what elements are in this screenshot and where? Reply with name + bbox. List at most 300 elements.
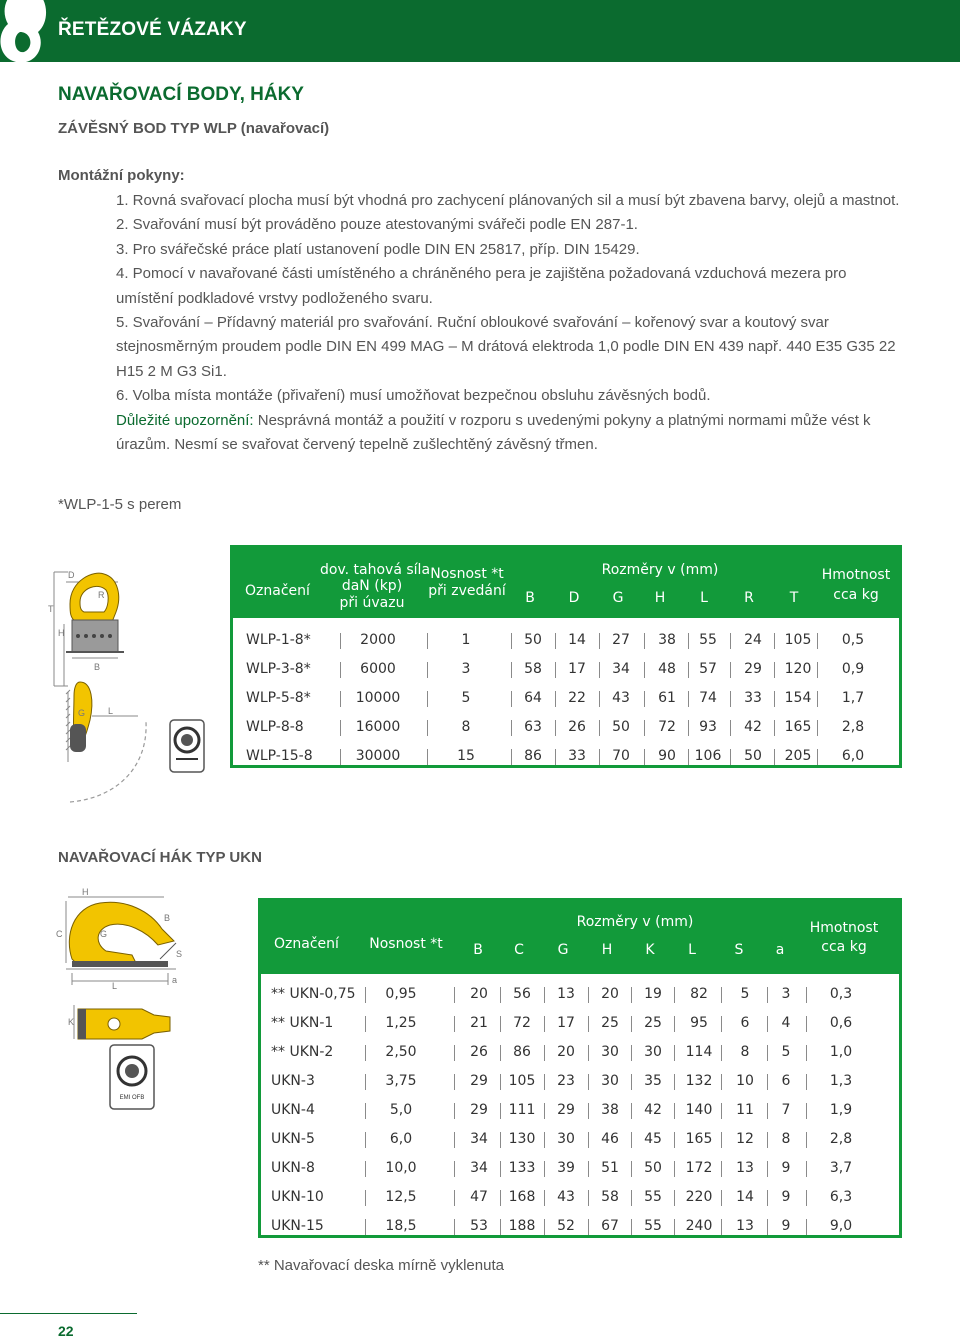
table-separator: [427, 633, 428, 649]
table-separator: [767, 1016, 768, 1032]
col-header-oznaceni: Označení: [245, 583, 310, 599]
dim-label-t: T: [48, 604, 54, 614]
table-separator: [631, 1074, 632, 1090]
table-cell: 1,7: [841, 690, 865, 706]
col-header-dim: T: [789, 590, 799, 606]
table-cell: 1,9: [829, 1102, 853, 1118]
table-cell: 9: [781, 1218, 791, 1234]
table-separator: [454, 1045, 455, 1061]
table-cell: 34: [470, 1160, 488, 1176]
table-cell-name: UKN-10: [271, 1189, 324, 1205]
table-row: [261, 1125, 899, 1154]
table-separator: [631, 1045, 632, 1061]
table-separator: [774, 691, 775, 707]
table-separator: [767, 1074, 768, 1090]
table-cell: 14: [736, 1189, 754, 1205]
table-cell: 13: [736, 1160, 754, 1176]
table-separator: [644, 633, 645, 649]
table-cell: 63: [524, 719, 542, 735]
table-cell: 50: [744, 748, 762, 764]
section-subtitle: ZÁVĚSNÝ BOD TYP WLP (navařovací): [58, 120, 330, 137]
dim-label-a: a: [172, 975, 178, 985]
table-cell: 50: [524, 632, 542, 648]
table-separator: [721, 1016, 722, 1032]
table-separator: [774, 749, 775, 765]
table-row: [261, 1067, 899, 1096]
table-separator: [631, 1219, 632, 1235]
table-separator: [721, 1074, 722, 1090]
table-cell: 2,8: [829, 1131, 853, 1147]
table-cell: 64: [524, 690, 542, 706]
table-separator: [806, 1103, 807, 1119]
table-separator: [511, 749, 512, 765]
table-separator: [544, 1219, 545, 1235]
col-header-sila-note: při úvazu: [339, 595, 405, 611]
table-separator: [454, 1161, 455, 1177]
important-text: Nesprávná montáž a použití v rozporu s uvedenými pokyny a platnými normami může vést k úrazům. Nesmí se svařovat červený tepelně zušlechtěný závěsný třmen.: [116, 411, 871, 454]
table-separator: [588, 1190, 589, 1206]
table-cell: 67: [601, 1218, 619, 1234]
col-header-dim: C: [514, 942, 524, 958]
table-separator: [427, 662, 428, 678]
table-separator: [730, 720, 731, 736]
table-cell-name: UKN-15: [271, 1218, 324, 1234]
table-cell: 2,8: [841, 719, 865, 735]
table-separator: [427, 691, 428, 707]
table-separator: [806, 1190, 807, 1206]
table-cell: 20: [557, 1044, 575, 1060]
table-cell: 70: [612, 748, 630, 764]
table-cell: 132: [685, 1073, 713, 1089]
table-separator: [767, 1219, 768, 1235]
table-separator: [340, 720, 341, 736]
table-separator: [365, 1074, 366, 1090]
table-cell: 33: [744, 690, 762, 706]
table-separator: [721, 1219, 722, 1235]
table-cell: 39: [557, 1160, 575, 1176]
table-cell: 53: [470, 1218, 488, 1234]
table-cell-name: UKN-4: [271, 1102, 315, 1118]
table-cell: 18,5: [385, 1218, 417, 1234]
table-cell: 38: [658, 632, 676, 648]
col-header-dim: H: [654, 590, 666, 606]
table-separator: [599, 662, 600, 678]
wlp-table-header: [230, 545, 902, 618]
brand-logo-icon: [0, 0, 54, 68]
table-cell: 0,5: [841, 632, 865, 648]
table-cell: 45: [644, 1131, 662, 1147]
table-separator: [454, 1219, 455, 1235]
table-cell: 24: [744, 632, 762, 648]
ukn-illustration: [52, 885, 232, 1115]
table-cell-name: ** UKN-0,75: [271, 986, 356, 1002]
table-row: [261, 1038, 899, 1067]
table-cell: 9: [781, 1160, 791, 1176]
table-separator: [688, 720, 689, 736]
table-row: [233, 684, 899, 713]
table-cell: 23: [557, 1073, 575, 1089]
table-separator: [588, 1103, 589, 1119]
table-cell: 9,0: [829, 1218, 853, 1234]
table-cell-name: WLP-1-8*: [246, 632, 311, 648]
table-cell: 3,75: [385, 1073, 417, 1089]
table-separator: [500, 1016, 501, 1032]
table-separator: [644, 720, 645, 736]
table-row: [233, 742, 899, 771]
table-cell: 5: [461, 690, 471, 706]
table-cell: 168: [508, 1189, 536, 1205]
table-separator: [721, 1161, 722, 1177]
table-separator: [500, 1074, 501, 1090]
table-cell: 47: [470, 1189, 488, 1205]
wlp-note: *WLP-1-5 s perem: [58, 496, 182, 513]
table-cell: 2000: [360, 632, 396, 648]
table-separator: [631, 1190, 632, 1206]
table-cell: 0,9: [841, 661, 865, 677]
table-cell: 55: [699, 632, 717, 648]
table-cell: 95: [690, 1015, 708, 1031]
table-separator: [674, 1190, 675, 1206]
table-separator: [767, 1161, 768, 1177]
col-header-dim: D: [568, 590, 580, 606]
table-cell: 61: [658, 690, 676, 706]
table-separator: [674, 1219, 675, 1235]
section-title: NAVAŘOVACÍ BODY, HÁKY: [58, 84, 304, 105]
instruction-item: 4. Pomocí v navařované části umístěného a chráněného pera je zajištěna požadovaná vzduchová mezera pro umístění podkladové vrstvy podloženého svaru.: [116, 265, 847, 307]
important-label: Důležité upozornění:: [116, 411, 254, 429]
ukn-footnote: ** Navařovací deska mírně vyklenuta: [258, 1257, 504, 1274]
table-cell: 58: [601, 1189, 619, 1205]
table-separator: [721, 1190, 722, 1206]
table-cell: 57: [699, 661, 717, 677]
table-separator: [817, 691, 818, 707]
table-cell: 6: [740, 1015, 750, 1031]
table-cell: 3: [781, 986, 791, 1002]
table-separator: [454, 1190, 455, 1206]
dim-label-l: L: [108, 706, 114, 716]
table-separator: [806, 1132, 807, 1148]
table-cell-name: WLP-15-8: [246, 748, 313, 764]
table-cell: 34: [470, 1131, 488, 1147]
table-separator: [774, 633, 775, 649]
table-separator: [767, 1190, 768, 1206]
table-separator: [588, 987, 589, 1003]
table-cell: 72: [658, 719, 676, 735]
dim-label-g: G: [100, 929, 108, 939]
table-separator: [817, 749, 818, 765]
table-separator: [674, 1045, 675, 1061]
table-cell: 5: [740, 986, 750, 1002]
instruction-item: 5. Svařování – Přídavný materiál pro svařování. Ruční obloukové svařování – kořenový svar a koutový svar stejnosměrným proudem podle DIN EN 499 MAG – M drátová elektroda 1,0 podle DIN EN 439 např. 440 E35 G35 22 H15 2 M G3 Si1.: [116, 314, 896, 380]
table-cell: 33: [568, 748, 586, 764]
table-separator: [767, 1132, 768, 1148]
table-separator: [544, 1132, 545, 1148]
table-row: [261, 1154, 899, 1183]
table-row: [233, 626, 899, 655]
col-header-dim: L: [700, 590, 708, 606]
table-cell: 29: [557, 1102, 575, 1118]
table-separator: [774, 720, 775, 736]
table-row: [261, 980, 899, 1009]
table-cell: 8: [740, 1044, 750, 1060]
table-cell: 130: [508, 1131, 536, 1147]
table-cell: 6,0: [841, 748, 865, 764]
col-header-rozmery: Rozměry v (mm): [601, 562, 719, 578]
table-cell: 29: [470, 1073, 488, 1089]
table-separator: [588, 1045, 589, 1061]
table-cell: 10,0: [385, 1160, 417, 1176]
table-cell: 86: [513, 1044, 531, 1060]
table-cell: 6,3: [829, 1189, 853, 1205]
table-separator: [544, 987, 545, 1003]
table-separator: [555, 691, 556, 707]
table-cell: 5: [781, 1044, 791, 1060]
table-cell: 114: [685, 1044, 713, 1060]
table-cell: 165: [685, 1131, 713, 1147]
table-row: [261, 1096, 899, 1125]
table-cell: 8: [461, 719, 471, 735]
table-separator: [631, 1161, 632, 1177]
table-cell: 43: [612, 690, 630, 706]
table-cell: 205: [784, 748, 812, 764]
section-title-ukn: NAVAŘOVACÍ HÁK TYP UKN: [58, 849, 262, 866]
table-separator: [721, 1132, 722, 1148]
footer-divider: [0, 1313, 137, 1314]
table-separator: [544, 1074, 545, 1090]
table-cell: 58: [524, 661, 542, 677]
table-separator: [631, 1016, 632, 1032]
table-separator: [500, 1132, 501, 1148]
table-cell: 1,0: [829, 1044, 853, 1060]
table-separator: [674, 1103, 675, 1119]
col-header-nosnost: Nosnost *t: [430, 566, 504, 582]
table-cell: 30: [601, 1073, 619, 1089]
table-cell-name: UKN-5: [271, 1131, 315, 1147]
header-bar: [0, 0, 960, 62]
table-cell: 10: [736, 1073, 754, 1089]
table-separator: [730, 662, 731, 678]
table-row: [233, 713, 899, 742]
table-separator: [365, 987, 366, 1003]
table-cell: 43: [557, 1189, 575, 1205]
table-cell: 240: [685, 1218, 713, 1234]
table-row: [233, 655, 899, 684]
col-header-dim: a: [775, 942, 785, 958]
table-cell: 74: [699, 690, 717, 706]
stamp-text: EMI OFB: [119, 1095, 145, 1101]
table-cell: 140: [685, 1102, 713, 1118]
table-cell: 52: [557, 1218, 575, 1234]
table-cell: 154: [784, 690, 812, 706]
table-separator: [688, 662, 689, 678]
table-cell: 30: [557, 1131, 575, 1147]
table-separator: [674, 987, 675, 1003]
table-separator: [500, 987, 501, 1003]
table-separator: [500, 1219, 501, 1235]
table-cell: 21: [470, 1015, 488, 1031]
instruction-item: 3. Pro svářečské práce platí ustanovení podle DIN EN 25817, příp. DIN 15429.: [116, 240, 640, 258]
ukn-table-header: [258, 898, 902, 974]
table-separator: [365, 1190, 366, 1206]
table-separator: [500, 1103, 501, 1119]
table-cell: 0,3: [829, 986, 853, 1002]
instruction-item: 1. Rovná svařovací plocha musí být vhodná pro zachycení plánovaných sil a musí být zbavena barvy, olejů a mastnot.: [116, 192, 900, 209]
table-cell: 12,5: [385, 1189, 417, 1205]
important-notice: [116, 409, 906, 458]
table-separator: [365, 1132, 366, 1148]
col-header-dim: L: [688, 942, 696, 958]
col-header-dim: B: [473, 942, 483, 958]
dim-label-r: R: [98, 590, 105, 600]
dim-label-d: D: [68, 570, 75, 580]
col-header-dim: H: [601, 942, 613, 958]
table-separator: [555, 633, 556, 649]
table-cell: 6: [781, 1073, 791, 1089]
table-cell: 5,0: [389, 1102, 413, 1118]
table-separator: [454, 1132, 455, 1148]
table-separator: [454, 1016, 455, 1032]
table-cell: 25: [601, 1015, 619, 1031]
table-separator: [644, 749, 645, 765]
table-separator: [767, 1045, 768, 1061]
table-separator: [774, 662, 775, 678]
col-header-rozmery: Rozměry v (mm): [576, 914, 694, 930]
table-cell: 105: [508, 1073, 536, 1089]
table-separator: [454, 1074, 455, 1090]
table-cell: 55: [644, 1189, 662, 1205]
table-cell: 12: [736, 1131, 754, 1147]
table-separator: [588, 1219, 589, 1235]
table-cell: 1,25: [385, 1015, 417, 1031]
table-separator: [721, 1103, 722, 1119]
table-separator: [806, 1161, 807, 1177]
table-cell: 0,95: [385, 986, 417, 1002]
table-cell: 26: [470, 1044, 488, 1060]
table-cell-name: ** UKN-2: [271, 1044, 334, 1060]
table-cell: 50: [644, 1160, 662, 1176]
instructions-list: [116, 189, 906, 457]
table-cell: 22: [568, 690, 586, 706]
dim-label-l: L: [112, 981, 118, 991]
dim-label-b: B: [94, 662, 101, 672]
table-cell: 82: [690, 986, 708, 1002]
table-separator: [588, 1132, 589, 1148]
table-cell-name: ** UKN-1: [271, 1015, 334, 1031]
table-separator: [674, 1132, 675, 1148]
table-separator: [599, 633, 600, 649]
table-cell: 3: [461, 661, 471, 677]
table-cell: 120: [784, 661, 812, 677]
table-cell: 42: [744, 719, 762, 735]
table-separator: [500, 1161, 501, 1177]
table-separator: [721, 1045, 722, 1061]
table-cell: 86: [524, 748, 542, 764]
table-separator: [817, 662, 818, 678]
table-separator: [427, 749, 428, 765]
table-separator: [674, 1161, 675, 1177]
table-cell-name: WLP-5-8*: [246, 690, 311, 706]
header-title: ŘETĚZOVÉ VÁZAKY: [58, 19, 247, 40]
table-separator: [454, 987, 455, 1003]
table-separator: [365, 1103, 366, 1119]
table-cell: 90: [658, 748, 676, 764]
table-separator: [674, 1016, 675, 1032]
table-separator: [511, 691, 512, 707]
table-cell: 0,6: [829, 1015, 853, 1031]
table-separator: [730, 633, 731, 649]
col-header-dim: B: [525, 590, 535, 606]
table-cell: 55: [644, 1218, 662, 1234]
table-separator: [555, 720, 556, 736]
table-separator: [817, 633, 818, 649]
table-cell: 50: [612, 719, 630, 735]
table-separator: [730, 749, 731, 765]
table-cell: 19: [644, 986, 662, 1002]
dim-label-c: C: [56, 929, 63, 939]
table-separator: [544, 1103, 545, 1119]
table-cell: 188: [508, 1218, 536, 1234]
table-separator: [544, 1161, 545, 1177]
table-separator: [644, 691, 645, 707]
table-separator: [365, 1016, 366, 1032]
table-cell: 46: [601, 1131, 619, 1147]
table-separator: [817, 720, 818, 736]
table-cell: 105: [784, 632, 812, 648]
instructions-title: Montážní pokyny:: [58, 167, 185, 184]
wlp-table-body: [230, 618, 902, 768]
table-cell: 13: [557, 986, 575, 1002]
table-separator: [806, 1016, 807, 1032]
table-separator: [599, 691, 600, 707]
table-separator: [806, 1219, 807, 1235]
table-cell: 106: [694, 748, 722, 764]
col-header-nosnost-note: při zvedání: [428, 583, 506, 599]
table-cell: 220: [685, 1189, 713, 1205]
table-cell-name: WLP-8-8: [246, 719, 304, 735]
table-separator: [730, 691, 731, 707]
table-cell: 29: [744, 661, 762, 677]
table-cell: 1: [461, 632, 471, 648]
col-header-hmotnost-unit: cca kg: [821, 939, 867, 955]
table-row: [261, 1009, 899, 1038]
table-cell: 11: [736, 1102, 754, 1118]
table-separator: [674, 1074, 675, 1090]
table-cell: 17: [568, 661, 586, 677]
table-cell: 172: [685, 1160, 713, 1176]
table-cell: 133: [508, 1160, 536, 1176]
table-cell: 17: [557, 1015, 575, 1031]
table-separator: [454, 1103, 455, 1119]
table-cell: 93: [699, 719, 717, 735]
table-separator: [365, 1161, 366, 1177]
table-separator: [555, 749, 556, 765]
table-cell: 30: [601, 1044, 619, 1060]
table-cell: 7: [781, 1102, 791, 1118]
table-separator: [544, 1045, 545, 1061]
table-row: [261, 1183, 899, 1212]
table-cell: 165: [784, 719, 812, 735]
table-separator: [544, 1190, 545, 1206]
col-header-dim: G: [612, 590, 624, 606]
col-header-sila: dov. tahová síla: [320, 562, 431, 578]
table-separator: [588, 1016, 589, 1032]
table-separator: [555, 662, 556, 678]
table-separator: [511, 633, 512, 649]
page-number: 22: [58, 1323, 74, 1338]
table-cell: 26: [568, 719, 586, 735]
table-cell-name: UKN-8: [271, 1160, 315, 1176]
dim-label-h: H: [58, 628, 65, 638]
